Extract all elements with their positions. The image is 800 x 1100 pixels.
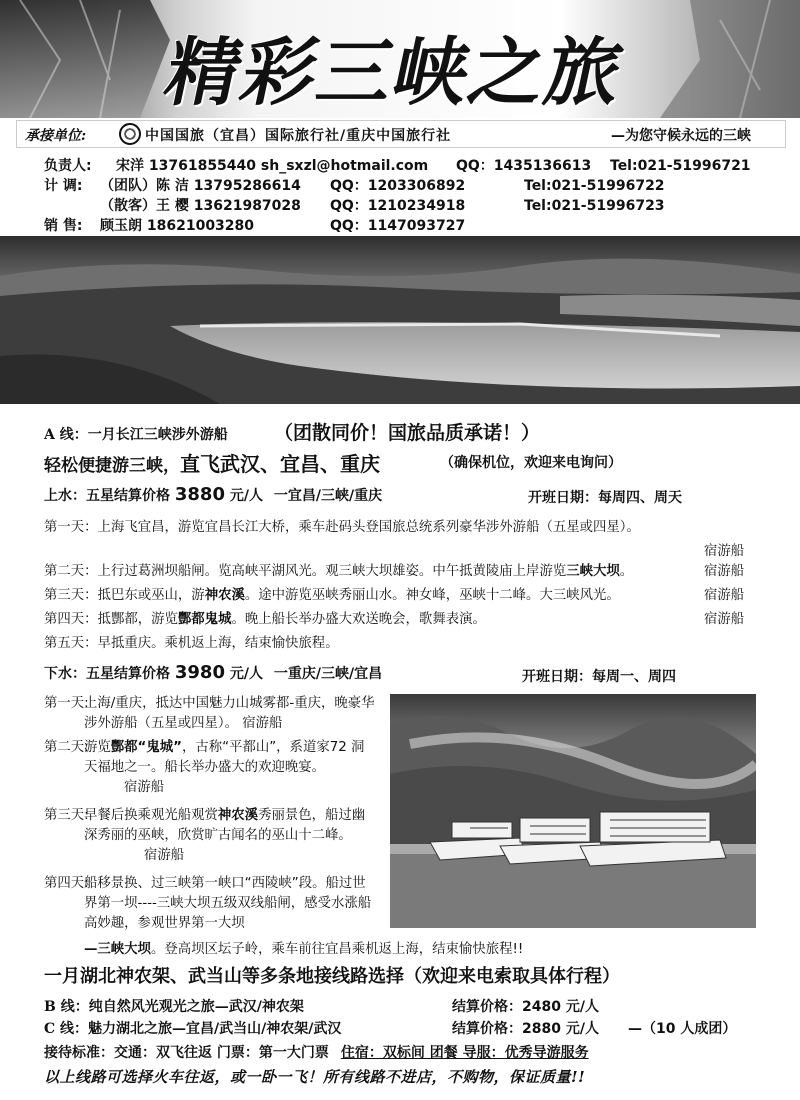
up-day-3-text: 第三天：抵巴东或巫山，游 xyxy=(44,588,205,603)
responsible-info: 宋洋 13761855440 sh_sxzl@hotmail.com xyxy=(116,158,429,174)
group-tel: Tel:021-51996722 xyxy=(524,178,665,194)
up-day-3 xyxy=(44,584,745,603)
three-gorges-dam-photo xyxy=(0,236,800,404)
upstream-route: 一宜昌/三峡/重庆 xyxy=(273,488,383,504)
up-day-1-text: 第一天：上海飞宜昌，游览宜昌长江大桥，乘车赴码头登国旅总统系列豪华涉外游船（五星或四星）。 xyxy=(44,520,640,535)
group-info: （团队）陈 洁 13795286614 xyxy=(100,178,301,194)
up-day-3-tail: 宿游船 xyxy=(704,588,745,603)
down-day-2 xyxy=(44,738,365,804)
up-day-4-highlight: 酆都鬼城 xyxy=(177,612,232,627)
up-day-4-suffix: 。晚上船长举办盛大欢送晚会，歌舞表演。 xyxy=(231,612,486,627)
downstream-label: 下水：五星结算价格 xyxy=(44,666,170,682)
upstream-header xyxy=(44,484,382,505)
sales-info: 顾玉朗 18621003280 xyxy=(100,218,255,234)
header-banner xyxy=(0,0,800,118)
down-day-3-head: 第三天: xyxy=(44,808,89,823)
up-day-1 xyxy=(44,516,640,535)
down-day-4-end-text: 。登高坝区坛子岭，乘车前往宜昌乘机返上海，结束愉快旅程!! xyxy=(150,942,524,957)
up-day-5 xyxy=(44,632,339,651)
up-day-4-text: 第四天：抵酆都，游览 xyxy=(44,612,178,627)
down-day-2-pre: 游览 xyxy=(84,740,111,755)
down-day-2-head: 第二天: xyxy=(44,740,89,755)
up-day-2-suffix: 。 xyxy=(619,564,634,579)
down-day-3-highlight: 神农溪 xyxy=(217,808,259,823)
dispatch-label: 计 调: xyxy=(44,178,83,194)
up-day-1-tail: 宿游船 xyxy=(704,544,745,559)
down-day-4-head: 第四天: xyxy=(44,876,89,891)
downstream-route: 一重庆/三峡/宜昌 xyxy=(273,666,383,682)
service-standard xyxy=(44,1042,589,1062)
line-b-price: 结算价格：2480 元/人 xyxy=(452,999,599,1015)
up-day-2-text: 第二天：上行过葛洲坝船闸。览高峡平湖风光。观三峡大坝雄姿。中午抵黄陵庙上岸游览 xyxy=(44,564,567,579)
down-day-3-text xyxy=(84,806,376,866)
hubei-heading: 一月湖北神农架、武当山等多条地接线路选择（欢迎来电索取具体行程） xyxy=(44,966,620,987)
down-day-2-post: ，古称“平都山”，系道家72 洞天福地之一。船长举办盛大的欢迎晚宴。 xyxy=(84,740,365,775)
down-day-3 xyxy=(44,806,366,872)
down-day-1-head: 第一天: xyxy=(44,696,89,711)
up-day-3-highlight: 神农溪 xyxy=(204,588,245,603)
line-a-name: A 线：一月长江三峡涉外游船 xyxy=(44,427,228,443)
undertaker-label: 承接单位: xyxy=(25,128,87,144)
closing-line: 以上线路可选择火车往返，或一卧一飞！所有线路不进店，不购物，保证质量!! xyxy=(44,1068,586,1086)
down-day-4-end xyxy=(84,938,523,957)
upstream-unit: 元/人 xyxy=(229,488,263,504)
standard-transport-tickets: 交通：双飞往返 门票：第一大门票 xyxy=(114,1045,329,1061)
lead-text: 轻松便捷游三峡， xyxy=(44,456,180,476)
downstream-schedule: 开班日期：每周一、周四 xyxy=(522,669,676,685)
upstream-label: 上水：五星结算价格 xyxy=(44,488,170,504)
sales-label: 销 售: xyxy=(44,218,83,234)
down-day-2-text xyxy=(84,738,376,798)
upstream-price: 3880 xyxy=(174,484,225,505)
page-title: 精彩三峡之旅 xyxy=(157,30,632,116)
down-day-3-post: 秀丽景色，船过幽深秀丽的巫峡，欣赏旷古闻名的巫山十二峰。 xyxy=(84,808,366,843)
slogan: —为您守候永远的三峡 xyxy=(611,128,751,144)
down-day-4-highlight: —三峡大坝 xyxy=(84,942,151,957)
cruise-ships-photo xyxy=(390,694,756,928)
down-day-3-tail: 宿游船 xyxy=(144,848,185,863)
line-a-note: （确保机位，欢迎来电询问） xyxy=(440,455,622,471)
contact-row-group xyxy=(44,176,784,196)
line-b: B 线：纯自然风光观光之旅—武汉/神农架 xyxy=(44,999,304,1015)
up-day-4-tail: 宿游船 xyxy=(704,612,745,627)
down-day-4-text: 船移景换、过三峡第一峡口“西陵峡”段。船过世界第一坝----三峡大坝五级双线船闸，感受水涨船高妙趣，参观世界第一大坝 xyxy=(84,876,372,931)
upstream-schedule: 开班日期：每周四、周天 xyxy=(528,490,682,506)
down-day-2-highlight: 酆都“鬼城” xyxy=(110,740,182,755)
downstream-unit: 元/人 xyxy=(229,666,263,682)
contact-row-sales xyxy=(44,216,784,236)
contact-row-individual xyxy=(44,196,784,216)
line-c-note: —（10 人成团） xyxy=(628,1021,737,1037)
down-day-1-text: 上海/重庆，抵达中国魅力山城雾都-重庆，晚豪华涉外游船（五星或四星）。 宿游船 xyxy=(84,696,375,731)
standard-hotel-guide: 住宿：双标间 团餐 导服：优秀导游服务 xyxy=(340,1045,589,1061)
up-day-2 xyxy=(44,560,745,579)
contact-block xyxy=(44,156,784,236)
line-a-promise: （团散同价！国旅品质承诺！） xyxy=(274,422,541,444)
up-day-4 xyxy=(44,608,745,627)
agency-name: 中国国旅（宜昌）国际旅行社/重庆中国旅行社 xyxy=(145,128,452,144)
contact-row-responsible xyxy=(44,156,784,176)
down-day-1 xyxy=(44,694,375,738)
individual-info: （散客）王 樱 13621987028 xyxy=(100,198,301,214)
individual-qq: QQ：1210234918 xyxy=(330,198,466,214)
lead-cities: 直飞武汉、宜昌、重庆 xyxy=(180,452,380,476)
cits-logo-icon xyxy=(119,123,141,145)
responsible-tel: Tel:021-51996721 xyxy=(610,158,751,174)
responsible-qq: QQ：1435136613 xyxy=(456,158,592,174)
up-day-2-highlight: 三峡大坝 xyxy=(566,564,620,579)
individual-tel: Tel:021-51996723 xyxy=(524,198,665,214)
down-day-3-pre: 早餐后换乘观光船观赏 xyxy=(84,808,218,823)
group-qq: QQ：1203306892 xyxy=(330,178,466,194)
down-day-2-tail: 宿游船 xyxy=(124,780,165,795)
line-c: C 线：魅力湖北之旅—宜昌/武当山/神农架/武汉 xyxy=(44,1021,342,1037)
up-day-3-suffix: 。途中游览巫峡秀丽山水。神女峰，巫峡十二峰。大三峡风光。 xyxy=(244,588,620,603)
standard-label: 接待标准： xyxy=(44,1045,114,1061)
down-day-4 xyxy=(44,874,372,936)
sales-qq: QQ：1147093727 xyxy=(330,218,466,234)
up-day-2-tail: 宿游船 xyxy=(704,564,745,579)
responsible-label: 负责人: xyxy=(44,158,92,174)
line-a-lead xyxy=(44,448,380,477)
up-day-5-text: 第五天：早抵重庆。乘机返上海，结束愉快旅程。 xyxy=(44,636,339,651)
downstream-header xyxy=(44,662,382,683)
line-c-price: 结算价格：2880 元/人 xyxy=(452,1021,599,1037)
downstream-price: 3980 xyxy=(174,662,225,683)
undertaker-bar xyxy=(16,120,786,148)
